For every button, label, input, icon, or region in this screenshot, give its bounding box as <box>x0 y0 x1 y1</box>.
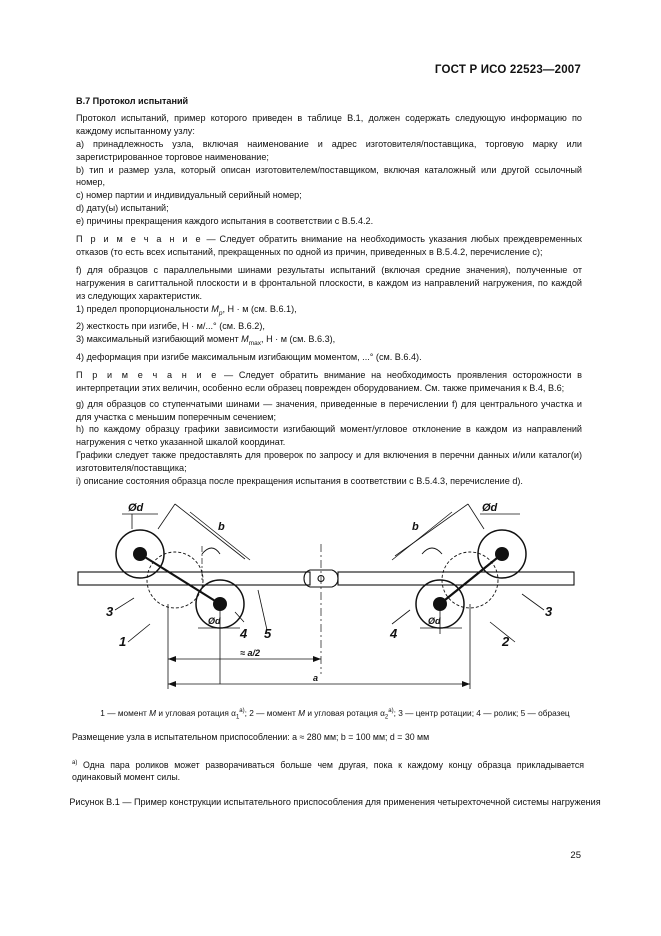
list-item: e) причины прекращения каждого испытания в соответствии с B.5.4.2. <box>76 216 374 227</box>
assembly-placement: Размещение узла в испытательном приспособлении: a ≈ 280 мм; b = 100 мм; d = 30 мм <box>72 732 430 742</box>
sub-list-item <box>76 320 582 333</box>
section-heading: B.7 Протокол испытаний <box>76 96 189 106</box>
label-phi-d-left-bottom: Ød <box>208 616 221 626</box>
label-a: a <box>313 673 319 683</box>
list-item: Графики следует также предоставлять для проверок по запросу и для включения в перечни данных и/или каталог(и) изготовителя/поставщика; <box>76 450 582 474</box>
sub-items <box>76 303 582 364</box>
label-4-left: 4 <box>240 626 248 641</box>
label-5: 5 <box>264 626 272 641</box>
note-1: П р и м е ч а н и е — Следует обратить внимание на необходимость указания любых преждевременных отказов (то есть всех испытаний, прекращенных по одной из причин, приведенных в B.5.4.2, перечисление c); <box>76 234 582 257</box>
sub-item-subscript: max <box>248 340 262 348</box>
sub-item-text: 1) предел пропорциональности <box>76 303 212 314</box>
sub-item-text: 3) максимальный изгибающий момент <box>76 334 242 345</box>
items-a-e <box>76 138 582 228</box>
label-b-left: b <box>218 521 225 533</box>
label-3-left: 3 <box>106 604 114 619</box>
sub-item-text: 2) жесткость при изгибе, Н · м/...° (см. B.6.2), <box>76 321 265 332</box>
figure-legend: 1 — момент M и угловая ротация $\alpha_1^{a)}$; 2 — момент M и угловая ротация $\alpha_2^{a)}$; 3 — центр ротации; 4 — ролик; 5 — образец <box>100 708 570 721</box>
label-phi-d-right-top: Ød <box>482 502 498 514</box>
sub-item-subscript: p <box>218 309 223 317</box>
list-item: i) описание состояния образца после прекращения испытания в соответствии с B.5.4.3, перечисление d). <box>76 476 523 487</box>
figure-footnote: $^{a)}$ Одна пара роликов может разворачиваться больше чем другая, пока к каждому концу образца прикладывается одинаковый момент силы. <box>72 759 584 783</box>
label-a-half: ≈ a/2 <box>240 648 260 658</box>
sub-item-suffix: , Н · м (см. B.6.3), <box>261 334 336 345</box>
sub-list-item <box>76 351 582 364</box>
sub-list-item <box>76 303 582 321</box>
label-3-right: 3 <box>545 604 553 619</box>
section-b7 <box>76 95 582 488</box>
label-4-right: 4 <box>390 626 398 641</box>
list-item: h) по каждому образцу графики зависимости изгибающий момент/угловое отклонение в каждом из направлений нагружения с четко указанной шкалой координат. <box>76 424 582 448</box>
list-item: d) дату(ы) испытаний; <box>76 203 169 214</box>
sub-item-suffix: , Н · м (см. B.6.1), <box>222 303 297 314</box>
sub-item-symbol: M <box>241 334 249 345</box>
items-g-i <box>76 398 582 488</box>
sub-list-item <box>76 333 582 351</box>
document-header: ГОСТ Р ИСО 22523—2007 <box>434 64 581 76</box>
label-phi-d-left-top: Ød <box>128 502 144 514</box>
label-phi-d-right-bottom: Ød <box>428 616 441 626</box>
figure-caption: Рисунок B.1 — Пример конструкции испытательного приспособления для применения четырехточечной системы нагружения <box>69 797 601 807</box>
item-f: f) для образцов с параллельными шинами результаты испытаний (включая средние значения), полученные от нагружения в сагиттальной плоскости и в фронтальной плоскости, в каждом из направлений нагружения, по каждой из следующих характеристик. <box>76 264 582 301</box>
label-1: 1 <box>119 634 127 649</box>
sub-item-text: 4) деформация при изгибе максимальным изгибающим моментом, ...° (см. B.6.4). <box>76 351 422 362</box>
sub-item-symbol: M <box>211 303 219 314</box>
label-2: 2 <box>502 634 510 649</box>
list-item: g) для образцов со ступенчатыми шинами — значения, приведенные в перечислении f) для центрального участка и для участка с меньшим поперечным сечением; <box>76 398 582 422</box>
list-item: c) номер партии и индивидуальный серийный номер; <box>76 190 302 201</box>
label-b-right: b <box>412 521 419 533</box>
figure-b1-diagram <box>70 494 590 704</box>
list-item: a) принадлежность узла, включая наименование и адрес изготовителя/поставщика, торговую марку или зарегистрированное торговое наименование; <box>76 138 582 162</box>
note-2: П р и м е ч а н и е — Следует обратить внимание на необходимость проявления осторожности в интерпретации этих величин, особенно если образец поврежден оборудованием. См. также примечания к B.4, B.6; <box>76 369 582 393</box>
list-item: b) тип и размер узла, который описан изготовителем/поставщиком, включая каталожный или другой ссылочный номер, <box>76 164 582 188</box>
page-number: 25 <box>570 850 581 861</box>
intro-paragraph: Протокол испытаний, пример которого приведен в таблице B.1, должен содержать следующую информацию по каждому испытанному узлу: <box>76 112 582 136</box>
